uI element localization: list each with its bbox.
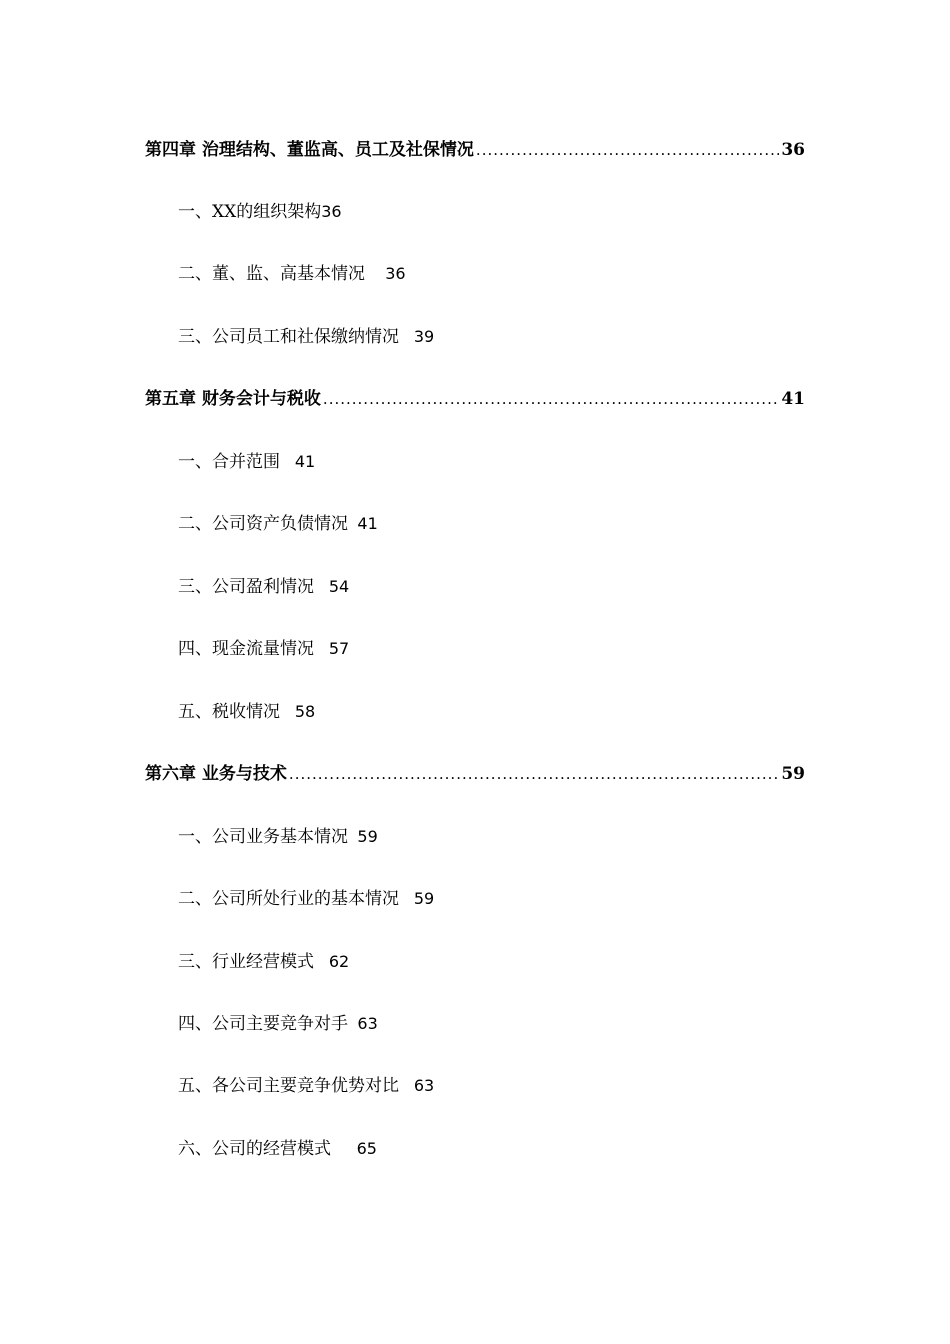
toc-spacer: [365, 264, 381, 284]
toc-section-6-3[interactable]: [178, 949, 349, 975]
toc-section-5-4[interactable]: [178, 636, 349, 662]
toc-page-number: 65: [356, 1139, 377, 1158]
toc-spacer: [348, 514, 353, 534]
toc-section-6-2[interactable]: [178, 886, 434, 912]
toc-page-number: 59: [781, 764, 805, 784]
toc-spacer: [399, 1076, 410, 1096]
toc-page-number: 36: [321, 202, 342, 221]
toc-page-number: 62: [328, 952, 350, 971]
toc-section-4-2[interactable]: [178, 261, 406, 287]
toc-section-title: 二、公司资产负债情况: [178, 514, 348, 534]
toc-page-number: 41: [294, 452, 316, 471]
toc-section-4-1[interactable]: [178, 199, 342, 225]
toc-page-number: 36: [385, 264, 406, 283]
toc-section-6-6[interactable]: [178, 1136, 377, 1162]
toc-spacer: [314, 952, 325, 972]
toc-section-title: 五、各公司主要竞争优势对比: [178, 1076, 399, 1096]
toc-section-title: 一、XX的组织架构: [178, 202, 322, 222]
toc-section-4-3[interactable]: [178, 324, 434, 350]
toc-page-number: 39: [413, 327, 435, 346]
toc-spacer: [399, 327, 410, 347]
toc-page-number: 41: [781, 389, 805, 409]
toc-section-title: 一、公司业务基本情况: [178, 827, 348, 847]
toc-section-title: 三、公司员工和社保缴纳情况: [178, 327, 399, 347]
toc-chapter-6[interactable]: [145, 761, 805, 787]
toc-page-number: 58: [294, 702, 316, 721]
toc-spacer: [348, 1014, 353, 1034]
toc-spacer: [314, 639, 325, 659]
toc-section-title: 二、公司所处行业的基本情况: [178, 889, 399, 909]
toc-chapter-title: 第四章 治理结构、董监高、员工及社保情况: [145, 140, 474, 160]
toc-spacer: [348, 827, 353, 847]
toc-page-number: 57: [328, 639, 350, 658]
toc-page-number: 59: [413, 889, 435, 908]
toc-chapter-title: 第六章 业务与技术: [145, 764, 287, 784]
toc-page-number: 36: [781, 140, 805, 160]
toc-chapter-5[interactable]: [145, 386, 805, 412]
toc-section-title: 一、合并范围: [178, 452, 280, 472]
toc-dot-leader: [323, 386, 779, 412]
toc-spacer: [331, 1139, 353, 1159]
toc-section-title: 二、董、监、高基本情况: [178, 264, 365, 284]
toc-spacer: [280, 702, 291, 722]
toc-section-title: 三、行业经营模式: [178, 952, 314, 972]
toc-spacer: [280, 452, 291, 472]
toc-dot-leader: [476, 137, 779, 163]
toc-spacer: [314, 577, 325, 597]
toc-chapter-4[interactable]: [145, 137, 805, 163]
toc-section-5-1[interactable]: [178, 449, 315, 475]
toc-section-5-2[interactable]: [178, 511, 378, 537]
toc-page-number: 59: [357, 827, 378, 846]
toc-page-number: 41: [357, 514, 378, 533]
toc-spacer: [399, 889, 410, 909]
toc-section-5-5[interactable]: [178, 699, 315, 725]
toc-section-title: 四、公司主要竞争对手: [178, 1014, 348, 1034]
toc-section-title: 三、公司盈利情况: [178, 577, 314, 597]
toc-page-number: 63: [357, 1014, 378, 1033]
toc-section-5-3[interactable]: [178, 574, 349, 600]
toc-dot-leader: [289, 761, 779, 787]
toc-section-title: 六、公司的经营模式: [178, 1139, 331, 1159]
toc-chapter-title: 第五章 财务会计与税收: [145, 389, 321, 409]
toc-section-title: 五、税收情况: [178, 702, 280, 722]
toc-section-title: 四、现金流量情况: [178, 639, 314, 659]
toc-page-number: 63: [413, 1076, 435, 1095]
toc-section-6-5[interactable]: [178, 1073, 434, 1099]
toc-section-6-1[interactable]: [178, 824, 378, 850]
toc-page-number: 54: [328, 577, 350, 596]
toc-section-6-4[interactable]: [178, 1011, 378, 1037]
